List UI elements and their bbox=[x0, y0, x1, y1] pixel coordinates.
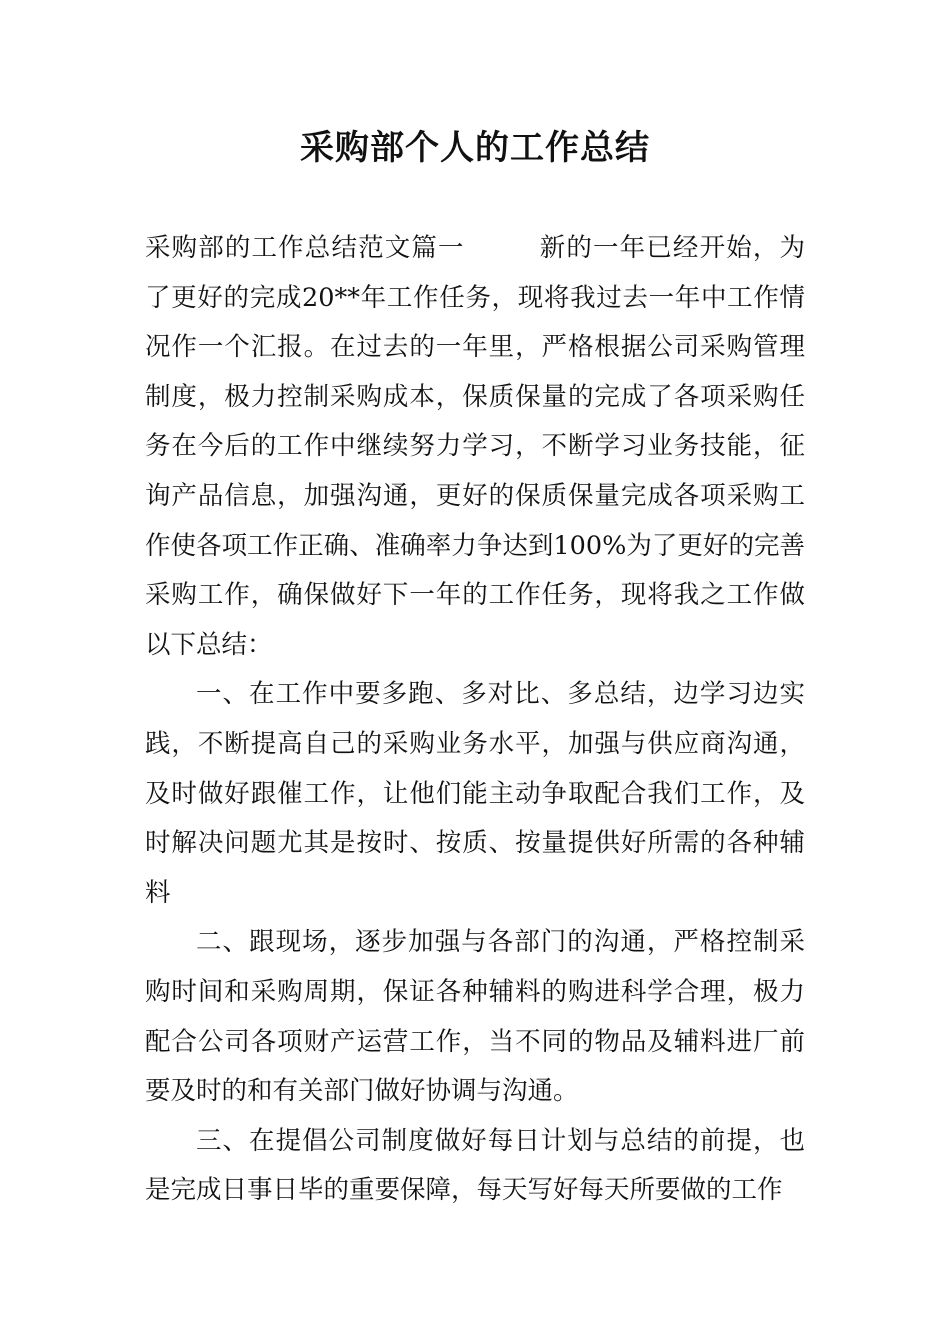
intro-heading: 采购部的工作总结范文篇一 bbox=[145, 233, 465, 263]
intro-paragraph bbox=[145, 224, 805, 670]
paragraph-2: 二、跟现场，逐步加强与各部门的沟通，严格控制采购时间和采购周期，保证各种辅料的购进科学合理，极力配合公司各项财产运营工作，当不同的物品及辅料进厂前要及时的和有关部门做好协调与沟通。 bbox=[145, 927, 805, 1107]
intro-text: 新的一年已经开始，为了更好的完成20**年工作任务，现将我过去一年中工作情况作一个汇报。在过去的一年里，严格根据公司采购管理制度，极力控制采购成本，保质保量的完成了各项采购任务在今后的工作中继续努力学习，不断学习业务技能，征询产品信息，加强沟通，更好的保质保量完成各项采购工作使各项工作正确、准确率力争达到100%为了更好的完善采购工作，确保做好下一年的工作任务，现将我之工作做以下总结： bbox=[145, 233, 805, 660]
document-title: 采购部个人的工作总结 bbox=[300, 128, 650, 168]
paragraph-3: 三、在提倡公司制度做好每日计划与总结的前提，也是完成日事日毕的重要保障，每天写好每天所要做的工作 bbox=[145, 1125, 805, 1206]
document-body bbox=[145, 224, 805, 1216]
paragraph-1: 一、在工作中要多跑、多对比、多总结，边学习边实践，不断提高自己的采购业务水平，加强与供应商沟通，及时做好跟催工作，让他们能主动争取配合我们工作，及时解决问题尤其是按时、按质、按量提供好所需的各种辅料 bbox=[145, 679, 805, 908]
